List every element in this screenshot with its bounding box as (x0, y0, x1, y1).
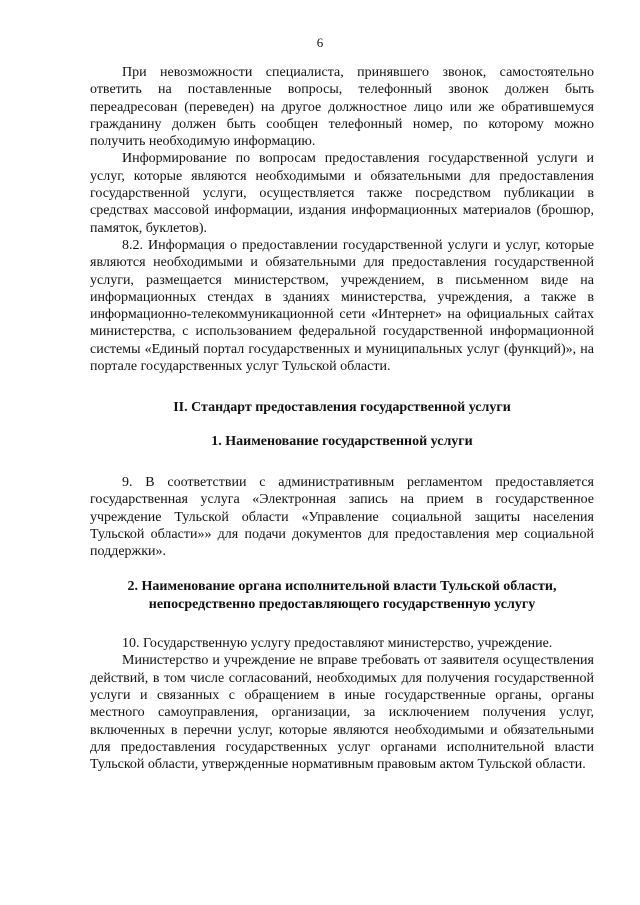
spacer (90, 450, 594, 474)
subheading-authority-line2: непосредственно предоставляющего государственную услугу (148, 596, 536, 612)
spacer (90, 613, 594, 635)
spacer (90, 560, 594, 578)
document-body (90, 64, 594, 773)
spacer (90, 417, 594, 433)
paragraph-8-2: 8.2. Информация о предоставлении государственной услуги и услуг, которые являются необходимыми и обязательными для предоставления государственной услуги, размещается министерством, учреждением, в письменном виде на информационных стендах в зданиях министерства, учреждения, а также в информационно-телекоммуникационной сети «Интернет» на официальных сайтах министерства, с использованием федеральной государственной информационной системы «Единый портал государственных и муниципальных услуг (функций)», на портале государственных услуг Тульской области. (90, 237, 594, 375)
paragraph-9: 9. В соответствии с административным регламентом предоставляется государственная услуга «Электронная запись на прием в государственное учреждение Тульской области «Управление социальной защиты населения Тульской области»» для подачи документов для предоставления мер социальной поддержки». (90, 474, 594, 560)
subheading-service-name: 1. Наименование государственной услуги (211, 433, 473, 449)
subheading-authority-line1: 2. Наименование органа исполнительной власти Тульской области, (127, 579, 557, 595)
paragraph-no-requirements: Министерство и учреждение не вправе требовать от заявителя осуществления действий, в том числе согласований, необходимых для получения государственной услуги и связанных с обращением в иные государственные органы, органы местного самоуправления, организации, за исключением получения услуг, включенных в перечни услуг, которые являются необходимыми и обязательными для предоставления государственных услуг органами исполнительной власти Тульской области, утвержденные нормативным правовым актом Тульской области. (90, 653, 594, 773)
paragraph-redirect-call: При невозможности специалиста, принявшего звонок, самостоятельно ответить на поставленные вопросы, телефонный звонок должен быть переадресован (переведен) на другое должностное лицо или же обратившемуся гражданину должен быть сообщен телефонный номер, по которому можно получить необходимую информацию. (90, 65, 594, 150)
spacer (90, 375, 594, 399)
paragraph-informing-media: Информирование по вопросам предоставления государственной услуги и услуг, которые являются необходимыми и обязательными для предоставления государственной услуги, осуществляется также посредством публикации в средствах массовой информации, издания информационных материалов (брошюр, памяток, буклетов). (90, 151, 594, 236)
paragraph-10: 10. Государственную услугу предоставляют министерство, учреждение. (122, 636, 553, 652)
section-heading-standard: II. Стандарт предоставления государственной услуги (173, 400, 511, 416)
page-number: 6 (316, 35, 324, 50)
